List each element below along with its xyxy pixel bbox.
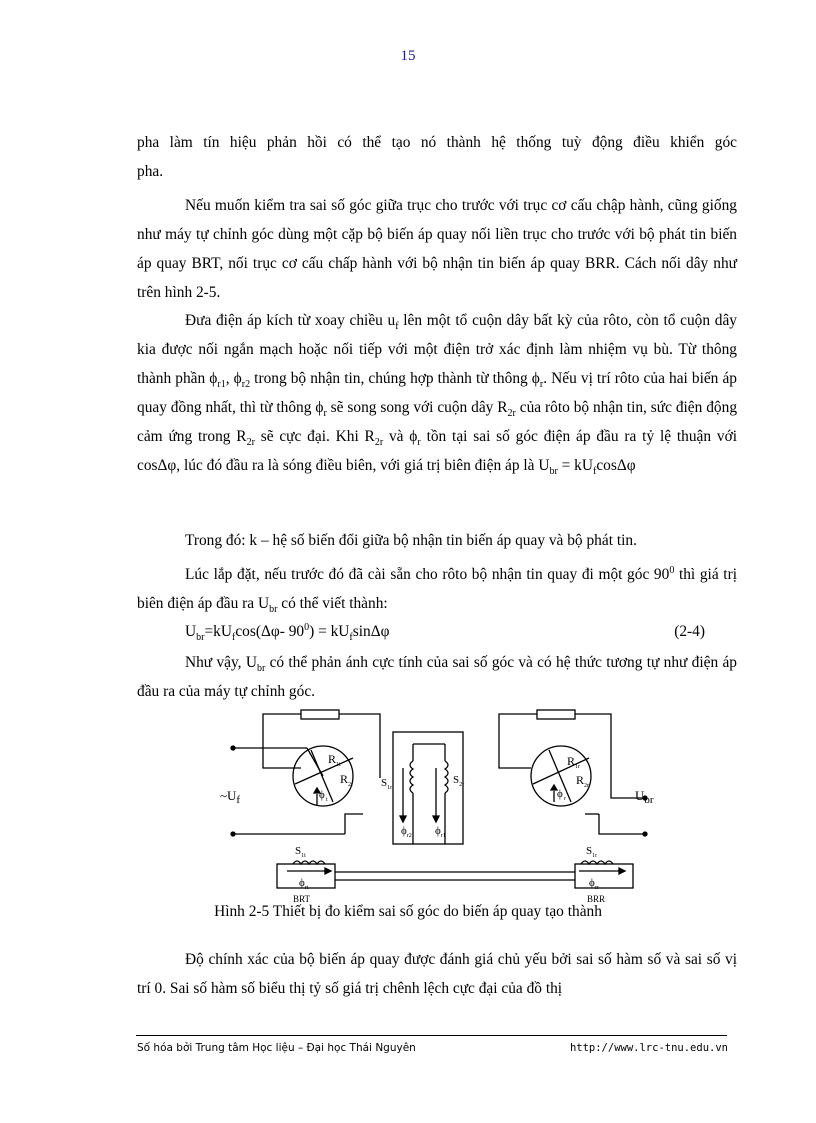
svg-text:~Uf: $\sim U_f$ — [220, 788, 241, 806]
brt-transformer — [220, 710, 380, 836]
brt-label: BRT — [293, 894, 310, 904]
svg-text:ϕrt: $\phi_{rt}$ — [299, 877, 309, 891]
svg-text:S2r: $S_{2r}$ — [453, 774, 465, 788]
brr-label: BRR — [587, 894, 606, 904]
circuit-diagram — [215, 706, 685, 906]
svg-text:S1r: $S_{1r}$ — [381, 777, 393, 791]
paragraph-5: Lúc lắp đặt, nếu trước đó đã cài sẵn cho rôto bộ nhận tin quay đi một góc $90^0$ thì giá trị biên điện áp đầu ra $U_{br}$ có thể viết thành: — [137, 564, 737, 616]
page-number: 15 — [400, 48, 416, 64]
footer-url: http://www.lrc-tnu.edu.vn — [569, 1042, 728, 1054]
paragraph-1-line-1: pha làm tín hiệu phản hồi có thể tạo nó thành hệ thống tuỳ động điều khiển góc — [137, 134, 737, 151]
paragraph-2: Nếu muốn kiểm tra sai số góc giữa trục cho trước với trục cơ cấu chập hành, cũng giống như máy tự chỉnh góc dùng một cặp bộ biến áp quay nối liền trục cho trước với bộ phát tin biến áp quay BRT, nối trục cơ cấu chấp hành với bộ nhận tin biến áp quay BRR. Cách nối dây như trên hình 2-5. — [137, 197, 737, 301]
svg-text:ϕr1: $\phi_{r1}$ — [435, 825, 446, 839]
svg-text:t: t — [326, 797, 328, 803]
footer-source: Số hóa bởi Trung tâm Học liệu – Đại học Thái Nguyên — [137, 1042, 416, 1054]
svg-text:S1t: $S_{1t}$ — [295, 845, 306, 859]
brr-transformer — [499, 710, 654, 836]
svg-text:R: R — [328, 752, 337, 766]
svg-text:S1r: $S_{1r}$ — [586, 845, 598, 859]
equation-number: (2-4) — [674, 623, 705, 640]
svg-text:2r: 2r — [584, 783, 589, 789]
middle-stator-box — [381, 732, 464, 844]
equation-2-4: $U_{br}=kU_f\cos(\Delta\varphi-$ $90^0) = kU_f\sin\Delta\varphi$ (2-4) — [185, 621, 705, 644]
figure-caption: Hình 2-5 Thiết bị đo kiểm sai số góc do biến áp quay tạo thành — [214, 903, 602, 920]
svg-text:R: R — [340, 772, 349, 786]
brt-resistor — [301, 710, 339, 719]
svg-text:r: r — [564, 796, 566, 802]
svg-text:ϕrr: $\phi_{rr}$ — [589, 877, 599, 891]
svg-text:1t: 1t — [336, 762, 341, 768]
paragraph-3: Đưa điện áp kích từ xoay chiều $u_f$ lên một tổ cuộn dây bất kỳ của rôto, còn tổ cuộn dây kia được nối ngắn mạch hoặc nối tiếp với một điện trở xác định làm nhiệm vụ bù. Từ thông thành phần $\phi_{r1}$, $\phi_{r2}$ trong bộ nhận tin, chúng hợp thành từ thông $\phi_r$. Nếu vị trí rôto của hai biến áp quay đồng nhất, thì từ thông $\phi_r$ sẽ song song với cuộn dây $R_{2r}$ của rôto bộ nhận tin, sức điện động cảm ứng trong $R_{2r}$ sẽ cực đại. Khi $R_{2r}$ và $\phi_r$ tồn tại sai số góc điện áp đầu ra tỷ lệ thuận với cosΔφ, lúc đó đầu ra là sóng điều biên, với giá trị biên điện áp là $U_{br} = kU_f\cos\Delta\varphi$ — [137, 312, 738, 478]
svg-text:R: R — [576, 773, 585, 787]
brr-resistor — [537, 710, 575, 719]
svg-text:2t: 2t — [348, 782, 353, 788]
svg-text:1r: 1r — [575, 764, 580, 770]
footer-divider — [136, 1035, 727, 1036]
svg-text:R: R — [567, 754, 576, 768]
paragraph-6: Như vậy, $U_{br}$ có thể phản ánh cực tính của sai số góc và có hệ thức tương tự như điện áp đầu ra của máy tự chỉnh góc. — [137, 654, 738, 700]
svg-text:Ubr: $U_{br}$ — [635, 788, 654, 806]
paragraph-1-line-2: pha. — [137, 163, 164, 180]
bottom-stator-link — [277, 845, 633, 904]
svg-text:ϕ: ϕ — [319, 789, 325, 801]
paragraph-4: Trong đó: k – hệ số biến đổi giữa bộ nhận tin biến áp quay và bộ phát tin. — [185, 532, 637, 549]
svg-text:ϕr2: $\phi_{r2}$ — [401, 825, 412, 839]
svg-text:ϕ: ϕ — [557, 788, 563, 800]
paragraph-7: Độ chính xác của bộ biến áp quay được đánh giá chủ yếu bởi sai số hàm số và sai số vị trí 0. Sai số hàm số biểu thị tỷ số giá trị chênh lệch cực đại của đồ thị — [137, 951, 737, 997]
